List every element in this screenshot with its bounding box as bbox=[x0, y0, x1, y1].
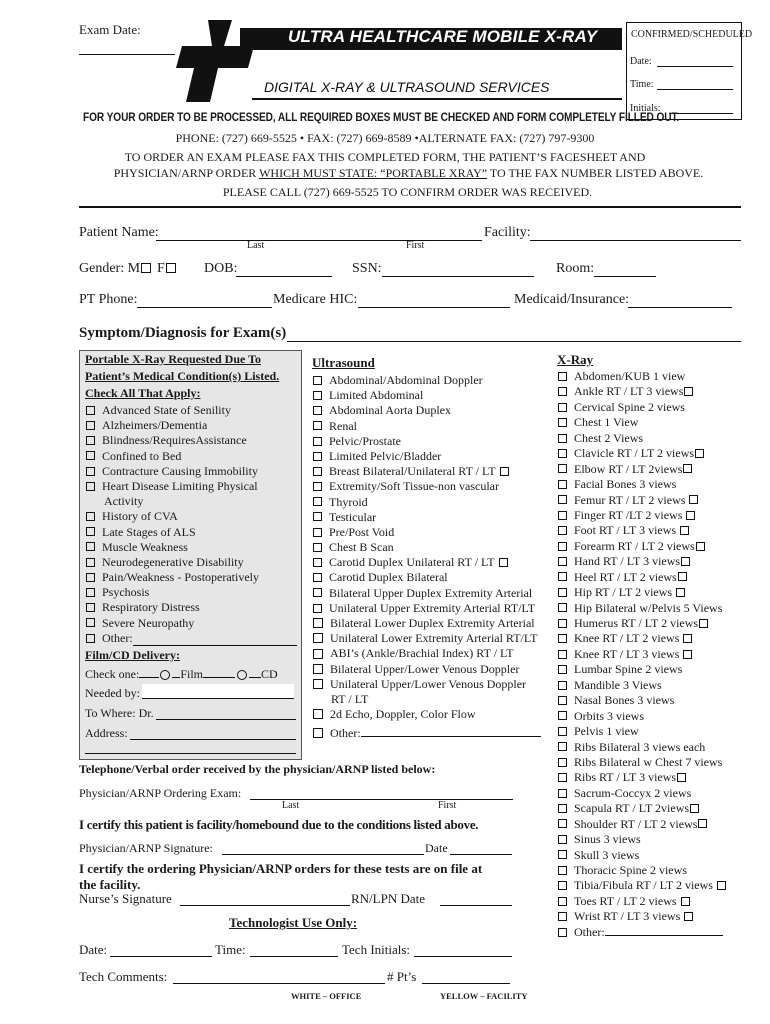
condition-checkbox[interactable] bbox=[86, 542, 95, 551]
nurse-signature-label: Nurse’s Signature bbox=[79, 891, 172, 906]
tech-pts-field[interactable] bbox=[422, 983, 510, 984]
medicaid-label: Medicaid/Insurance: bbox=[514, 292, 630, 307]
condition-checkbox[interactable] bbox=[86, 467, 95, 476]
condition-item-other[interactable]: Other: bbox=[86, 631, 297, 646]
xray-checkbox[interactable] bbox=[558, 480, 567, 489]
pt-phone-field[interactable] bbox=[137, 307, 272, 308]
tech-initials-field[interactable] bbox=[414, 956, 512, 957]
xray-item[interactable]: Skull 3 views bbox=[558, 848, 726, 863]
xray-item[interactable]: Thoracic Spine 2 views bbox=[558, 863, 726, 878]
cd-radio[interactable] bbox=[237, 670, 247, 680]
condition-item[interactable]: Neurodegenerative Disability bbox=[86, 555, 297, 570]
xray-item[interactable]: Tibia/Fibula RT / LT 2 views bbox=[558, 878, 726, 893]
ultrasound-item[interactable]: Extremity/Soft Tissue-non vascular bbox=[313, 479, 537, 494]
nurse-signature-field[interactable] bbox=[180, 905, 350, 906]
ultrasound-checkbox[interactable] bbox=[313, 543, 322, 552]
header-divider bbox=[79, 206, 741, 208]
tech-date-label: Date: bbox=[79, 942, 108, 957]
ultrasound-item[interactable]: Carotid Duplex Bilateral bbox=[313, 570, 537, 585]
ssn-label: SSN: bbox=[352, 261, 382, 276]
film-radio[interactable] bbox=[160, 670, 170, 680]
xray-item[interactable]: Mandible 3 Views bbox=[558, 678, 726, 693]
condition-item-continued: Activity bbox=[104, 494, 144, 509]
ultrasound-checkbox[interactable] bbox=[313, 588, 322, 597]
xray-side-checkbox[interactable] bbox=[681, 897, 690, 906]
ultrasound-checkbox[interactable] bbox=[313, 573, 322, 582]
ultrasound-item-continued: RT / LT bbox=[331, 691, 369, 706]
xray-checkbox[interactable] bbox=[558, 449, 567, 458]
confirmed-date-label: Date: bbox=[630, 56, 652, 67]
condition-checkbox[interactable] bbox=[86, 406, 95, 415]
xray-side-checkbox[interactable] bbox=[681, 557, 690, 566]
xray-checkbox[interactable] bbox=[558, 881, 567, 890]
xray-side-checkbox[interactable] bbox=[696, 542, 705, 551]
xray-checkbox[interactable] bbox=[558, 603, 567, 612]
condition-checkbox[interactable] bbox=[86, 512, 95, 521]
rn-lpn-date-label: RN/LPN Date bbox=[351, 891, 426, 906]
ordering-exam-label: Physician/ARNP Ordering Exam: bbox=[79, 786, 242, 800]
xray-checkbox[interactable] bbox=[558, 819, 567, 828]
instructions-line3: PLEASE CALL (727) 669-5525 TO CONFIRM ORDER WAS RECEIVED. bbox=[222, 185, 593, 199]
dob-label: DOB: bbox=[204, 261, 238, 276]
portable-heading-3: Check All That Apply: bbox=[85, 386, 201, 400]
room-field[interactable] bbox=[594, 276, 656, 277]
ultrasound-heading: Ultrasound bbox=[312, 355, 375, 370]
ultrasound-checkbox[interactable] bbox=[313, 437, 322, 446]
confirmed-title: CONFIRMED/SCHEDULED bbox=[631, 29, 753, 40]
xray-item[interactable]: Lumbar Spine 2 views bbox=[558, 662, 726, 677]
physician-signature-label: Physician/ARNP Signature: bbox=[79, 841, 213, 855]
xray-item[interactable]: Ribs Bilateral 3 views each bbox=[558, 740, 726, 755]
xray-checkbox[interactable] bbox=[558, 696, 567, 705]
ultrasound-checkbox[interactable] bbox=[313, 709, 323, 719]
xray-checkbox[interactable] bbox=[558, 572, 567, 581]
ultrasound-item[interactable]: Testicular bbox=[313, 510, 537, 525]
telephone-order-text: Telephone/Verbal order received by the physician/ARNP listed below: bbox=[79, 762, 436, 776]
xray-checkbox[interactable] bbox=[558, 495, 567, 504]
footer-yellow-copy: YELLOW – FACILITY bbox=[440, 991, 528, 1001]
ultrasound-checkbox[interactable] bbox=[313, 664, 323, 674]
xray-item[interactable]: Facial Bones 3 views bbox=[558, 477, 726, 492]
xray-item[interactable]: Ribs Bilateral w Chest 7 views bbox=[558, 755, 726, 770]
condition-item[interactable]: Pain/Weakness - Postoperatively bbox=[86, 570, 297, 585]
address-field-1[interactable] bbox=[130, 739, 296, 740]
ultrasound-checkbox[interactable] bbox=[313, 452, 322, 461]
condition-item[interactable]: Confined to Bed bbox=[86, 449, 297, 464]
condition-checkbox[interactable] bbox=[86, 421, 95, 430]
ultrasound-other-checkbox[interactable] bbox=[313, 728, 323, 738]
xray-side-checkbox[interactable] bbox=[690, 804, 699, 813]
xray-checkbox[interactable] bbox=[558, 403, 567, 412]
ultrasound-item[interactable]: Pre/Post Void bbox=[313, 525, 537, 540]
ultrasound-item[interactable]: Unilateral Upper Extremity Arterial RT/LT bbox=[313, 601, 537, 616]
xray-item[interactable]: Orbits 3 views bbox=[558, 709, 726, 724]
xray-item[interactable]: Sinus 3 views bbox=[558, 832, 726, 847]
exam-date-label: Exam Date: bbox=[79, 22, 141, 37]
ultrasound-checkbox[interactable] bbox=[313, 497, 322, 506]
footer-white-copy: WHITE – OFFICE bbox=[291, 991, 362, 1001]
xray-checkbox[interactable] bbox=[558, 418, 567, 427]
ultrasound-checkbox[interactable] bbox=[313, 406, 322, 415]
condition-checkbox[interactable] bbox=[86, 451, 95, 460]
physician-date-field[interactable] bbox=[450, 854, 512, 855]
check-one-row: Check one: Film CD bbox=[85, 667, 278, 681]
needed-by-label: Needed by: bbox=[85, 686, 140, 700]
ordering-last-label: Last bbox=[282, 800, 300, 811]
xray-checkbox[interactable] bbox=[558, 742, 567, 751]
condition-item[interactable]: Alzheimers/Dementia bbox=[86, 418, 297, 433]
tech-comments-label: Tech Comments: bbox=[79, 969, 168, 984]
ultrasound-item[interactable]: 2d Echo, Doppler, Color Flow bbox=[313, 707, 537, 722]
condition-checkbox[interactable] bbox=[86, 603, 95, 612]
ultrasound-item[interactable]: Unilateral Upper/Lower Venous Doppler bbox=[313, 677, 537, 692]
xray-item[interactable]: Nasal Bones 3 views bbox=[558, 693, 726, 708]
pt-phone-label: PT Phone: bbox=[79, 292, 138, 307]
condition-checkbox[interactable] bbox=[86, 436, 95, 445]
medicaid-field[interactable] bbox=[628, 307, 732, 308]
confirmed-box bbox=[626, 22, 753, 120]
xray-item[interactable]: Forearm RT / LT 2 views bbox=[558, 539, 726, 554]
ultrasound-item[interactable]: Limited Pelvic/Bladder bbox=[313, 449, 537, 464]
patient-last-label: Last bbox=[247, 240, 265, 251]
xray-item[interactable]: Knee RT / LT 2 views bbox=[558, 631, 726, 646]
xray-item[interactable]: Hand RT / LT 3 views bbox=[558, 554, 726, 569]
ultrasound-list bbox=[313, 373, 537, 722]
xray-side-checkbox[interactable] bbox=[676, 588, 685, 597]
tech-heading: Technologist Use Only: bbox=[229, 915, 358, 930]
xray-item[interactable]: Toes RT / LT 2 views bbox=[558, 894, 726, 909]
xray-checkbox[interactable] bbox=[558, 650, 567, 659]
ultrasound-checkbox[interactable] bbox=[313, 649, 323, 659]
xray-checkbox[interactable] bbox=[558, 773, 567, 782]
xray-side-checkbox[interactable] bbox=[680, 526, 689, 535]
xray-checkbox[interactable] bbox=[558, 912, 567, 921]
phone-line: PHONE: (727) 669-5525 • FAX: (727) 669-8589 •ALTERNATE FAX: (727) 797-9300 bbox=[175, 131, 595, 145]
ultrasound-side-checkbox[interactable] bbox=[500, 467, 509, 476]
room-label: Room: bbox=[556, 261, 595, 276]
condition-other-field[interactable] bbox=[133, 634, 297, 646]
instructions-line2: PHYSICIAN/ARNP ORDER WHICH MUST STATE: “PORTABLE XRAY” TO THE FAX NUMBER LISTED ABOVE. bbox=[113, 166, 704, 180]
ultrasound-item[interactable]: ABI’s (Ankle/Brachial Index) RT / LT bbox=[313, 646, 537, 661]
xray-checkbox[interactable] bbox=[558, 665, 567, 674]
to-where-field[interactable] bbox=[156, 719, 296, 720]
xray-list bbox=[558, 369, 726, 940]
condition-item[interactable]: Heart Disease Limiting Physical bbox=[86, 479, 297, 494]
xray-item[interactable]: Shoulder RT / LT 2 views bbox=[558, 817, 726, 832]
xray-side-checkbox[interactable] bbox=[699, 619, 708, 628]
xray-item[interactable]: Ankle RT / LT 3 views bbox=[558, 384, 726, 399]
xray-side-checkbox[interactable] bbox=[684, 912, 693, 921]
xray-item[interactable]: Elbow RT / LT 2views bbox=[558, 462, 726, 477]
patient-name-label: Patient Name: bbox=[79, 225, 159, 240]
ssn-field[interactable] bbox=[382, 276, 534, 277]
gender-field: Gender: M F bbox=[79, 261, 183, 277]
physician-date-label: Date bbox=[425, 841, 448, 855]
gender-f-checkbox[interactable] bbox=[166, 263, 176, 273]
ultrasound-checkbox[interactable] bbox=[313, 467, 322, 476]
xray-checkbox[interactable] bbox=[558, 897, 567, 906]
xray-item[interactable]: Ribs RT / LT 3 views bbox=[558, 770, 726, 785]
ultrasound-item[interactable]: Pelvic/Prostate bbox=[313, 434, 537, 449]
logo-title: ULTRA HEALTHCARE MOBILE X-RAY bbox=[288, 27, 598, 46]
xray-side-checkbox[interactable] bbox=[698, 819, 707, 828]
xray-side-checkbox[interactable] bbox=[678, 572, 687, 581]
confirmed-time-field[interactable] bbox=[657, 89, 733, 90]
xray-item[interactable]: Scapula RT / LT 2views bbox=[558, 801, 726, 816]
condition-item[interactable]: Respiratory Distress bbox=[86, 600, 297, 615]
confirmed-date-field[interactable] bbox=[657, 66, 733, 67]
rn-lpn-date-field[interactable] bbox=[440, 905, 512, 906]
condition-checkbox[interactable] bbox=[86, 527, 95, 536]
xray-side-checkbox[interactable] bbox=[717, 881, 726, 890]
ultrasound-other[interactable]: Other: bbox=[313, 726, 541, 741]
tech-time-field[interactable] bbox=[250, 956, 338, 957]
xray-item[interactable]: Abdomen/KUB 1 view bbox=[558, 369, 726, 384]
ordering-first-label: First bbox=[438, 800, 457, 811]
symptom-label: Symptom/Diagnosis for Exam(s) bbox=[79, 325, 287, 341]
ultrasound-item[interactable]: Abdominal/Abdominal Doppler bbox=[313, 373, 537, 388]
condition-checkbox[interactable] bbox=[86, 482, 95, 491]
ultrasound-checkbox[interactable] bbox=[313, 618, 323, 628]
xray-item[interactable]: Chest 2 Views bbox=[558, 431, 726, 446]
notice-text: FOR YOUR ORDER TO BE PROCESSED, ALL REQUIRED BOXES MUST BE CHECKED AND FORM COMPLETELY FILLED OUT. bbox=[83, 112, 680, 124]
tech-pts-label: # Pt’s bbox=[387, 969, 417, 984]
xray-other-field[interactable] bbox=[605, 925, 723, 936]
condition-item[interactable]: Advanced State of Senility bbox=[86, 403, 297, 418]
ultrasound-checkbox[interactable] bbox=[313, 421, 322, 430]
ultrasound-checkbox[interactable] bbox=[313, 604, 322, 613]
condition-item[interactable]: Late Stages of ALS bbox=[86, 525, 297, 540]
instructions-line1: TO ORDER AN EXAM PLEASE FAX THIS COMPLETED FORM, THE PATIENT’S FACESHEET AND bbox=[124, 150, 646, 164]
symptom-field[interactable] bbox=[287, 341, 741, 342]
xray-checkbox[interactable] bbox=[558, 789, 567, 798]
condition-item[interactable]: Psychosis bbox=[86, 585, 297, 600]
xray-item[interactable]: Pelvis 1 view bbox=[558, 724, 726, 739]
xray-checkbox[interactable] bbox=[558, 681, 567, 690]
tech-time-label: Time: bbox=[215, 942, 246, 957]
physician-signature-field[interactable] bbox=[222, 854, 424, 855]
confirmed-initials-label: Initials: bbox=[630, 103, 661, 114]
xray-checkbox[interactable] bbox=[558, 526, 567, 535]
exam-date-field[interactable] bbox=[79, 54, 175, 55]
xray-checkbox[interactable] bbox=[558, 557, 567, 566]
logo-subtitle: DIGITAL X-RAY & ULTRASOUND SERVICES bbox=[264, 79, 550, 95]
xray-item[interactable]: Hip RT / LT 2 views bbox=[558, 585, 726, 600]
xray-checkbox[interactable] bbox=[558, 634, 567, 643]
dob-field[interactable] bbox=[236, 276, 332, 277]
condition-checkbox[interactable] bbox=[86, 558, 95, 567]
confirmed-time-label: Time: bbox=[630, 79, 654, 90]
ultrasound-checkbox[interactable] bbox=[313, 558, 322, 567]
xray-item[interactable]: Heel RT / LT 2 views bbox=[558, 570, 726, 585]
xray-side-checkbox[interactable] bbox=[695, 449, 704, 458]
xray-side-checkbox[interactable] bbox=[683, 634, 692, 643]
tech-initials-label: Tech Initials: bbox=[342, 942, 411, 957]
xray-item[interactable]: Femur RT / LT 2 views bbox=[558, 493, 726, 508]
xray-checkbox[interactable] bbox=[558, 850, 567, 859]
xray-checkbox[interactable] bbox=[558, 619, 567, 628]
address-label: Address: bbox=[85, 726, 128, 740]
certify-homebound-text: I certify this patient is facility/homebound due to the conditions listed above. bbox=[79, 817, 479, 832]
xray-checkbox[interactable] bbox=[558, 866, 567, 875]
xray-checkbox[interactable] bbox=[558, 758, 567, 767]
xray-item[interactable]: Clavicle RT / LT 2 views bbox=[558, 446, 726, 461]
portable-heading-2: Patient’s Medical Condition(s) Listed. bbox=[85, 369, 280, 383]
portable-heading-1: Portable X-Ray Requested Due To bbox=[85, 352, 261, 366]
patient-name-field[interactable] bbox=[156, 240, 482, 241]
ultrasound-item[interactable]: Limited Abdominal bbox=[313, 388, 537, 403]
condition-item[interactable]: Muscle Weakness bbox=[86, 540, 297, 555]
condition-item[interactable]: Severe Neuropathy bbox=[86, 616, 297, 631]
xray-item[interactable]: Wrist RT / LT 3 views bbox=[558, 909, 726, 924]
ultrasound-item[interactable]: Renal bbox=[313, 419, 537, 434]
address-field-2[interactable] bbox=[85, 753, 296, 754]
xray-side-checkbox[interactable] bbox=[677, 773, 686, 782]
tech-date-field[interactable] bbox=[110, 956, 212, 957]
ultrasound-item[interactable]: Chest B Scan bbox=[313, 540, 537, 555]
xray-side-checkbox[interactable] bbox=[683, 464, 692, 473]
ultrasound-checkbox[interactable] bbox=[313, 482, 322, 491]
ultrasound-side-checkbox[interactable] bbox=[499, 558, 508, 567]
ultrasound-item[interactable]: Abdominal Aorta Duplex bbox=[313, 403, 537, 418]
ultrasound-item[interactable]: Bilateral Upper Duplex Extremity Arterial bbox=[313, 586, 537, 601]
xray-item[interactable]: Hip Bilateral w/Pelvis 5 Views bbox=[558, 601, 726, 616]
xray-item[interactable]: Finger RT /LT 2 views bbox=[558, 508, 726, 523]
xray-item[interactable]: Foot RT / LT 3 views bbox=[558, 523, 726, 538]
facility-label: Facility: bbox=[484, 225, 531, 240]
xray-checkbox[interactable] bbox=[558, 542, 567, 551]
ultrasound-item[interactable]: Carotid Duplex Unilateral RT / LT bbox=[313, 555, 537, 570]
condition-item[interactable]: History of CVA bbox=[86, 509, 297, 524]
medicare-label: Medicare HIC: bbox=[273, 292, 358, 307]
xray-side-checkbox[interactable] bbox=[686, 511, 695, 520]
xray-checkbox[interactable] bbox=[558, 464, 567, 473]
portable-conditions-list bbox=[86, 403, 297, 646]
ultrasound-checkbox[interactable] bbox=[313, 679, 323, 689]
condition-checkbox[interactable] bbox=[86, 634, 95, 643]
film-cd-heading: Film/CD Delivery: bbox=[85, 648, 180, 662]
xray-checkbox[interactable] bbox=[558, 804, 567, 813]
condition-item[interactable]: Contracture Causing Immobility bbox=[86, 464, 297, 479]
ultrasound-item[interactable]: Thyroid bbox=[313, 495, 537, 510]
xray-item[interactable]: Knee RT / LT 3 views bbox=[558, 647, 726, 662]
xray-item-other[interactable]: Other: bbox=[558, 925, 726, 940]
xray-side-checkbox[interactable] bbox=[683, 650, 692, 659]
xray-checkbox[interactable] bbox=[558, 727, 567, 736]
ultrasound-item[interactable]: Breast Bilateral/Unilateral RT / LT bbox=[313, 464, 537, 479]
xray-item[interactable]: Cervical Spine 2 views bbox=[558, 400, 726, 415]
ultrasound-item[interactable]: Bilateral Lower Duplex Extremity Arterial bbox=[313, 616, 537, 631]
ultrasound-checkbox[interactable] bbox=[313, 528, 322, 537]
xray-checkbox[interactable] bbox=[558, 711, 567, 720]
xray-checkbox[interactable] bbox=[558, 588, 567, 597]
xray-item[interactable]: Chest 1 View bbox=[558, 415, 726, 430]
xray-item[interactable]: Sacrum-Coccyx 2 views bbox=[558, 786, 726, 801]
xray-side-checkbox[interactable] bbox=[689, 495, 698, 504]
to-where-label: To Where: Dr. bbox=[85, 706, 154, 720]
patient-first-label: First bbox=[406, 240, 425, 251]
ultrasound-item[interactable]: Unilateral Lower Extremity Arterial RT/LT bbox=[313, 631, 537, 646]
tech-comments-field[interactable] bbox=[173, 983, 385, 984]
xray-checkbox[interactable] bbox=[558, 835, 567, 844]
certify-orders-line1: I certify the ordering Physician/ARNP orders for these tests are on file at bbox=[79, 861, 483, 876]
ultrasound-checkbox[interactable] bbox=[313, 376, 322, 385]
ultrasound-checkbox[interactable] bbox=[313, 391, 322, 400]
gender-m-checkbox[interactable] bbox=[141, 263, 151, 273]
medicare-field[interactable] bbox=[358, 307, 510, 308]
xray-checkbox[interactable] bbox=[558, 434, 567, 443]
ultrasound-other-field[interactable] bbox=[361, 726, 541, 737]
xray-checkbox[interactable] bbox=[558, 928, 567, 937]
condition-checkbox[interactable] bbox=[86, 618, 95, 627]
facility-field[interactable] bbox=[530, 240, 741, 241]
xray-checkbox[interactable] bbox=[558, 511, 567, 520]
ultrasound-checkbox[interactable] bbox=[313, 633, 323, 643]
xray-heading: X-Ray bbox=[557, 352, 594, 367]
ultrasound-item[interactable]: Bilateral Upper/Lower Venous Doppler bbox=[313, 662, 537, 677]
condition-item[interactable]: Blindness/RequiresAssistance bbox=[86, 433, 297, 448]
certify-orders-line2: the facility. bbox=[79, 877, 141, 892]
condition-checkbox[interactable] bbox=[86, 588, 95, 597]
xray-checkbox[interactable] bbox=[558, 387, 567, 396]
xray-checkbox[interactable] bbox=[558, 372, 567, 381]
ultrasound-checkbox[interactable] bbox=[313, 512, 322, 521]
condition-checkbox[interactable] bbox=[86, 573, 95, 582]
xray-side-checkbox[interactable] bbox=[684, 387, 693, 396]
needed-by-field[interactable] bbox=[142, 684, 294, 699]
xray-item[interactable]: Humerus RT / LT 2 views bbox=[558, 616, 726, 631]
